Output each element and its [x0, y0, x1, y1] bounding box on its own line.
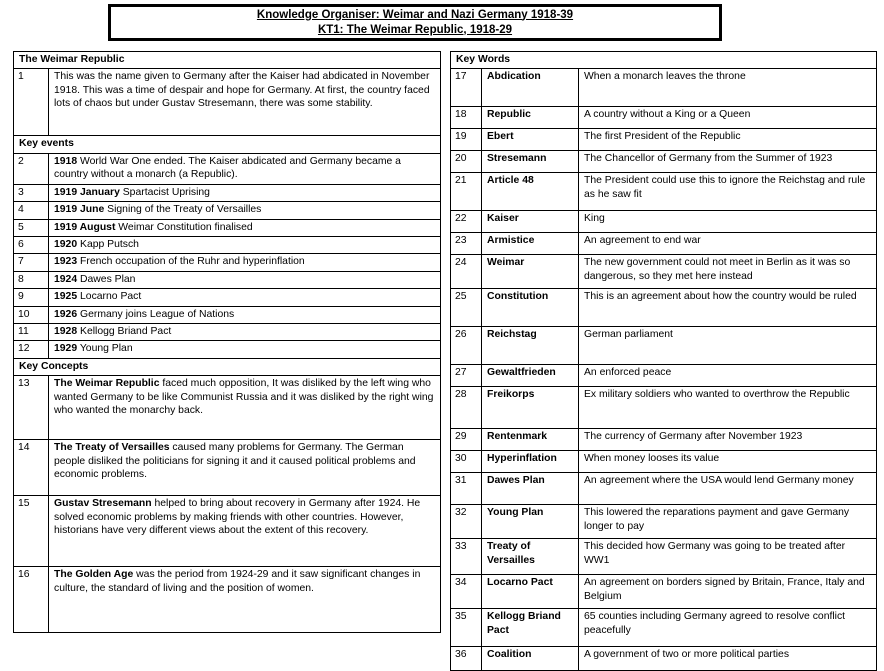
row-term: The Weimar Republic — [54, 378, 160, 390]
key-word-definition: This is an agreement about how the country would be ruled — [579, 289, 877, 327]
table-row — [451, 69, 877, 107]
table-row — [451, 387, 877, 429]
row-text: 1918 World War One ended. The Kaiser abdicated and Germany became a country without a monarch (a Republic). — [49, 153, 441, 184]
table-row — [14, 184, 441, 201]
table-row — [451, 289, 877, 327]
row-number: 11 — [14, 324, 49, 341]
page-title-line-1: Knowledge Organiser: Weimar and Nazi Germany 1918-39 — [256, 8, 574, 21]
table-row — [14, 440, 441, 496]
row-number: 3 — [14, 184, 49, 201]
key-word-term: Coalition — [482, 647, 579, 671]
key-word-term: Weimar — [482, 255, 579, 289]
row-number: 22 — [451, 211, 482, 233]
row-date: 1925 — [54, 291, 78, 303]
row-text: 1929 Young Plan — [49, 341, 441, 358]
key-word-term: Reichstag — [482, 327, 579, 365]
section-heading-label: Key Words — [451, 52, 877, 69]
section-heading-label: The Weimar Republic — [14, 52, 441, 69]
row-text: 1919 June Signing of the Treaty of Versailles — [49, 202, 441, 219]
row-number: 2 — [14, 153, 49, 184]
row-term: Gustav Stresemann — [54, 498, 152, 510]
table-row — [451, 429, 877, 451]
row-text: 1919 August Weimar Constitution finalised — [49, 219, 441, 236]
table-row — [14, 306, 441, 323]
key-words-table — [450, 51, 877, 671]
row-text: 1926 Germany joins League of Nations — [49, 306, 441, 323]
key-word-definition: An enforced peace — [579, 365, 877, 387]
table-row — [14, 289, 441, 306]
section-heading-label: Key events — [14, 136, 441, 153]
table-row — [14, 324, 441, 341]
row-number: 25 — [451, 289, 482, 327]
row-text: 1919 January Spartacist Uprising — [49, 184, 441, 201]
table-row — [14, 237, 441, 254]
key-word-term: Article 48 — [482, 173, 579, 211]
row-number: 30 — [451, 451, 482, 473]
table-row — [451, 473, 877, 505]
row-term: The Treaty of Versailles — [54, 442, 170, 454]
key-word-definition: This decided how Germany was going to be treated after WW1 — [579, 539, 877, 575]
table-row — [14, 69, 441, 136]
table-row — [451, 575, 877, 609]
key-word-term: Gewaltfrieden — [482, 365, 579, 387]
table-row — [451, 451, 877, 473]
row-number: 27 — [451, 365, 482, 387]
key-word-term: Constitution — [482, 289, 579, 327]
key-word-definition: Ex military soldiers who wanted to overthrow the Republic — [579, 387, 877, 429]
document-title-box — [108, 4, 722, 41]
table-row — [14, 496, 441, 567]
key-word-definition: A country without a King or a Queen — [579, 107, 877, 129]
row-number: 15 — [14, 496, 49, 567]
row-text: 1925 Locarno Pact — [49, 289, 441, 306]
key-word-definition: An agreement on borders signed by Britain, France, Italy and Belgium — [579, 575, 877, 609]
page-title-line-2: KT1: The Weimar Republic, 1918-29 — [317, 23, 513, 36]
row-number: 8 — [14, 271, 49, 288]
table-row — [451, 255, 877, 289]
key-word-term: Armistice — [482, 233, 579, 255]
section-header-key-concepts — [14, 358, 441, 375]
key-word-term: Locarno Pact — [482, 575, 579, 609]
row-number: 28 — [451, 387, 482, 429]
table-row — [451, 129, 877, 151]
row-date: 1918 — [54, 155, 78, 167]
key-word-term: Hyperinflation — [482, 451, 579, 473]
key-word-definition: The Chancellor of Germany from the Summer of 1923 — [579, 151, 877, 173]
row-number: 23 — [451, 233, 482, 255]
table-row — [14, 567, 441, 633]
row-text: The Weimar Republic faced much opposition, It was disliked by the left wing who wanted Germany to be like Communist Russia and it was disliked by the right wing who wanted the monarchy back. — [49, 376, 441, 440]
section-header-key-events — [14, 136, 441, 153]
row-date: 1928 — [54, 326, 78, 338]
table-row — [451, 173, 877, 211]
row-number: 34 — [451, 575, 482, 609]
row-text: 1928 Kellogg Briand Pact — [49, 324, 441, 341]
row-text: The Treaty of Versailles caused many problems for Germany. The German people disliked the politicians for signing it and it caused political problems and economic problems. — [49, 440, 441, 496]
key-word-term: Stresemann — [482, 151, 579, 173]
table-row — [14, 341, 441, 358]
row-text: The Golden Age was the period from 1924-29 and it saw significant changes in culture, the standard of living and the position of women. — [49, 567, 441, 633]
table-row — [451, 107, 877, 129]
key-word-definition: King — [579, 211, 877, 233]
key-word-definition: A government of two or more political parties — [579, 647, 877, 671]
key-word-definition: When a monarch leaves the throne — [579, 69, 877, 107]
row-number: 6 — [14, 237, 49, 254]
row-number: 36 — [451, 647, 482, 671]
row-date: 1920 — [54, 239, 78, 251]
key-word-definition: This lowered the reparations payment and gave Germany longer to pay — [579, 505, 877, 539]
table-row — [14, 153, 441, 184]
row-number: 10 — [14, 306, 49, 323]
table-row — [451, 505, 877, 539]
left-content-table — [13, 51, 441, 633]
row-number: 5 — [14, 219, 49, 236]
row-text: 1923 French occupation of the Ruhr and hyperinflation — [49, 254, 441, 271]
table-row — [451, 539, 877, 575]
key-word-term: Kellogg Briand Pact — [482, 609, 579, 647]
key-word-term: Ebert — [482, 129, 579, 151]
row-number: 14 — [14, 440, 49, 496]
key-word-term: Rentenmark — [482, 429, 579, 451]
row-number: 31 — [451, 473, 482, 505]
table-row — [451, 327, 877, 365]
table-row — [14, 202, 441, 219]
row-number: 35 — [451, 609, 482, 647]
key-word-term: Republic — [482, 107, 579, 129]
row-number: 21 — [451, 173, 482, 211]
row-text: 1920 Kapp Putsch — [49, 237, 441, 254]
row-date: 1926 — [54, 308, 78, 320]
key-word-term: Dawes Plan — [482, 473, 579, 505]
key-word-definition: The President could use this to ignore the Reichstag and rule as he saw fit — [579, 173, 877, 211]
row-date: 1929 — [54, 343, 78, 355]
row-term: The Golden Age — [54, 569, 134, 581]
row-text: This was the name given to Germany after the Kaiser had abdicated in November 1918. This was a time of despair and hope for Germany. At first, the country faced lots of chaos but under Gustav Stresemann, there was some stability. — [49, 69, 441, 136]
row-number: 4 — [14, 202, 49, 219]
row-number: 33 — [451, 539, 482, 575]
row-number: 1 — [14, 69, 49, 136]
key-word-definition: The first President of the Republic — [579, 129, 877, 151]
key-word-term: Abdication — [482, 69, 579, 107]
row-date: 1923 — [54, 256, 78, 268]
row-number: 7 — [14, 254, 49, 271]
key-word-term: Kaiser — [482, 211, 579, 233]
row-date: 1919 January — [54, 186, 120, 198]
table-row — [14, 219, 441, 236]
key-word-definition: German parliament — [579, 327, 877, 365]
key-word-definition: 65 counties including Germany agreed to resolve conflict peacefully — [579, 609, 877, 647]
row-number: 16 — [14, 567, 49, 633]
row-number: 13 — [14, 376, 49, 440]
row-date: 1924 — [54, 273, 78, 285]
key-word-term: Young Plan — [482, 505, 579, 539]
row-number: 20 — [451, 151, 482, 173]
row-number: 24 — [451, 255, 482, 289]
table-row — [14, 271, 441, 288]
table-row — [451, 365, 877, 387]
key-word-definition: The currency of Germany after November 1923 — [579, 429, 877, 451]
key-word-term: Freikorps — [482, 387, 579, 429]
key-word-definition: An agreement to end war — [579, 233, 877, 255]
table-row — [14, 376, 441, 440]
table-row — [451, 211, 877, 233]
row-number: 18 — [451, 107, 482, 129]
row-number: 17 — [451, 69, 482, 107]
row-number: 12 — [14, 341, 49, 358]
table-row — [451, 647, 877, 671]
table-row — [451, 233, 877, 255]
key-word-definition: The new government could not meet in Berlin as it was so dangerous, so they met here instead — [579, 255, 877, 289]
table-row — [14, 254, 441, 271]
key-word-definition: When money looses its value — [579, 451, 877, 473]
row-date: 1919 June — [54, 204, 105, 216]
table-row — [451, 609, 877, 647]
key-word-term: Treaty of Versailles — [482, 539, 579, 575]
row-text: Gustav Stresemann helped to bring about recovery in Germany after 1924. He solved economic problems by making friends with other countries. However, historians have very different views about the extent of this recovery. — [49, 496, 441, 567]
row-number: 26 — [451, 327, 482, 365]
row-date: 1919 August — [54, 221, 116, 233]
row-text: 1924 Dawes Plan — [49, 271, 441, 288]
section-header-key-words — [451, 52, 877, 69]
table-row — [451, 151, 877, 173]
row-number: 9 — [14, 289, 49, 306]
key-word-definition: An agreement where the USA would lend Germany money — [579, 473, 877, 505]
row-number: 19 — [451, 129, 482, 151]
section-header-weimar-republic — [14, 52, 441, 69]
row-number: 29 — [451, 429, 482, 451]
section-heading-label: Key Concepts — [14, 358, 441, 375]
row-number: 32 — [451, 505, 482, 539]
